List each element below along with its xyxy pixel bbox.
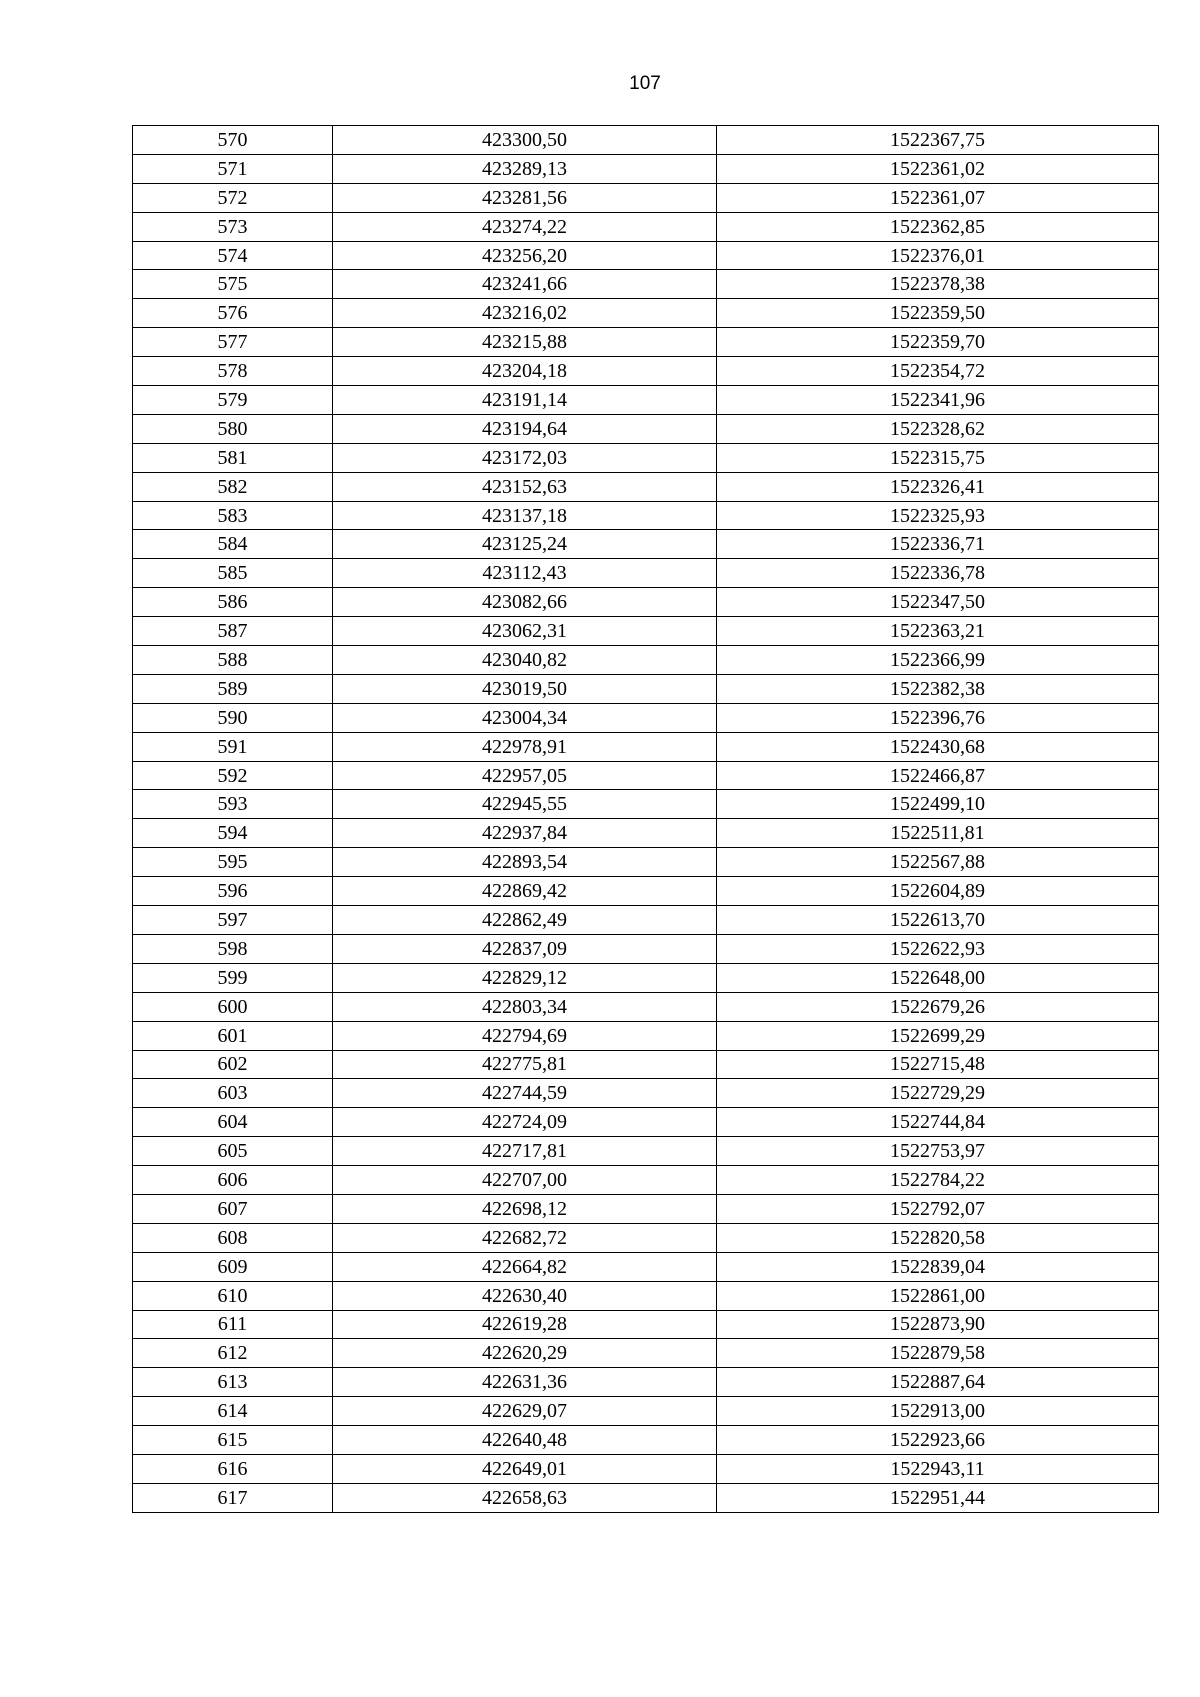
- point-number-cell: 609: [133, 1252, 333, 1281]
- y-coordinate-cell: 1522744,84: [717, 1108, 1159, 1137]
- table-row: [133, 1194, 1159, 1223]
- table-row: [133, 992, 1159, 1021]
- y-coordinate-cell: 1522622,93: [717, 934, 1159, 963]
- point-number-cell: 600: [133, 992, 333, 1021]
- point-number-cell: 577: [133, 328, 333, 357]
- table-row: [133, 1310, 1159, 1339]
- y-coordinate-cell: 1522354,72: [717, 357, 1159, 386]
- y-coordinate-cell: 1522361,02: [717, 154, 1159, 183]
- point-number-cell: 612: [133, 1339, 333, 1368]
- y-coordinate-cell: 1522378,38: [717, 270, 1159, 299]
- y-coordinate-cell: 1522325,93: [717, 501, 1159, 530]
- table-row: [133, 1368, 1159, 1397]
- y-coordinate-cell: 1522887,64: [717, 1368, 1159, 1397]
- y-coordinate-cell: 1522951,44: [717, 1483, 1159, 1512]
- x-coordinate-cell: 423172,03: [333, 443, 717, 472]
- x-coordinate-cell: 422640,48: [333, 1426, 717, 1455]
- table-row: [133, 212, 1159, 241]
- x-coordinate-cell: 423281,56: [333, 183, 717, 212]
- point-number-cell: 595: [133, 848, 333, 877]
- x-coordinate-cell: 422937,84: [333, 819, 717, 848]
- x-coordinate-cell: 422707,00: [333, 1166, 717, 1195]
- y-coordinate-cell: 1522363,21: [717, 617, 1159, 646]
- y-coordinate-cell: 1522699,29: [717, 1021, 1159, 1050]
- y-coordinate-cell: 1522753,97: [717, 1137, 1159, 1166]
- point-number-cell: 581: [133, 443, 333, 472]
- x-coordinate-cell: 422945,55: [333, 790, 717, 819]
- point-number-cell: 589: [133, 674, 333, 703]
- x-coordinate-cell: 423125,24: [333, 530, 717, 559]
- table-row: [133, 1426, 1159, 1455]
- point-number-cell: 611: [133, 1310, 333, 1339]
- table-row: [133, 588, 1159, 617]
- table-row: [133, 299, 1159, 328]
- y-coordinate-cell: 1522326,41: [717, 472, 1159, 501]
- y-coordinate-cell: 1522367,75: [717, 126, 1159, 155]
- point-number-cell: 598: [133, 934, 333, 963]
- x-coordinate-cell: 422794,69: [333, 1021, 717, 1050]
- y-coordinate-cell: 1522315,75: [717, 443, 1159, 472]
- y-coordinate-cell: 1522361,07: [717, 183, 1159, 212]
- table-row: [133, 559, 1159, 588]
- table-row: [133, 501, 1159, 530]
- table-row: [133, 1281, 1159, 1310]
- y-coordinate-cell: 1522604,89: [717, 877, 1159, 906]
- point-number-cell: 608: [133, 1223, 333, 1252]
- point-number-cell: 602: [133, 1050, 333, 1079]
- point-number-cell: 601: [133, 1021, 333, 1050]
- x-coordinate-cell: 422658,63: [333, 1483, 717, 1512]
- x-coordinate-cell: 423062,31: [333, 617, 717, 646]
- table-row: [133, 819, 1159, 848]
- point-number-cell: 615: [133, 1426, 333, 1455]
- x-coordinate-cell: 423204,18: [333, 357, 717, 386]
- point-number-cell: 575: [133, 270, 333, 299]
- point-number-cell: 606: [133, 1166, 333, 1195]
- point-number-cell: 593: [133, 790, 333, 819]
- point-number-cell: 610: [133, 1281, 333, 1310]
- x-coordinate-cell: 422957,05: [333, 761, 717, 790]
- y-coordinate-cell: 1522359,50: [717, 299, 1159, 328]
- x-coordinate-cell: 422630,40: [333, 1281, 717, 1310]
- point-number-cell: 578: [133, 357, 333, 386]
- x-coordinate-cell: 422649,01: [333, 1454, 717, 1483]
- table-row: [133, 1021, 1159, 1050]
- x-coordinate-cell: 422744,59: [333, 1079, 717, 1108]
- page-number: 107: [629, 73, 661, 94]
- point-number-cell: 616: [133, 1454, 333, 1483]
- x-coordinate-cell: 422717,81: [333, 1137, 717, 1166]
- table-row: [133, 646, 1159, 675]
- y-coordinate-cell: 1522328,62: [717, 414, 1159, 443]
- x-coordinate-cell: 422698,12: [333, 1194, 717, 1223]
- x-coordinate-cell: 422629,07: [333, 1397, 717, 1426]
- x-coordinate-cell: 423216,02: [333, 299, 717, 328]
- table-row: [133, 617, 1159, 646]
- table-row: [133, 414, 1159, 443]
- y-coordinate-cell: 1522648,00: [717, 963, 1159, 992]
- x-coordinate-cell: 422893,54: [333, 848, 717, 877]
- point-number-cell: 591: [133, 732, 333, 761]
- y-coordinate-cell: 1522873,90: [717, 1310, 1159, 1339]
- point-number-cell: 605: [133, 1137, 333, 1166]
- table-row: [133, 877, 1159, 906]
- x-coordinate-cell: 423019,50: [333, 674, 717, 703]
- table-row: [133, 963, 1159, 992]
- table-row: [133, 183, 1159, 212]
- y-coordinate-cell: 1522923,66: [717, 1426, 1159, 1455]
- table-row: [133, 1108, 1159, 1137]
- x-coordinate-cell: 422775,81: [333, 1050, 717, 1079]
- x-coordinate-cell: 423191,14: [333, 386, 717, 415]
- x-coordinate-cell: 422619,28: [333, 1310, 717, 1339]
- table-row: [133, 472, 1159, 501]
- point-number-cell: 603: [133, 1079, 333, 1108]
- point-number-cell: 584: [133, 530, 333, 559]
- y-coordinate-cell: 1522362,85: [717, 212, 1159, 241]
- y-coordinate-cell: 1522430,68: [717, 732, 1159, 761]
- table-row: [133, 1252, 1159, 1281]
- point-number-cell: 571: [133, 154, 333, 183]
- x-coordinate-cell: 422803,34: [333, 992, 717, 1021]
- table-row: [133, 154, 1159, 183]
- point-number-cell: 588: [133, 646, 333, 675]
- table-row: [133, 241, 1159, 270]
- table-row: [133, 703, 1159, 732]
- y-coordinate-cell: 1522729,29: [717, 1079, 1159, 1108]
- point-number-cell: 617: [133, 1483, 333, 1512]
- y-coordinate-cell: 1522679,26: [717, 992, 1159, 1021]
- point-number-cell: 613: [133, 1368, 333, 1397]
- table-row: [133, 1483, 1159, 1512]
- x-coordinate-cell: 423256,20: [333, 241, 717, 270]
- y-coordinate-cell: 1522784,22: [717, 1166, 1159, 1195]
- point-number-cell: 596: [133, 877, 333, 906]
- y-coordinate-cell: 1522792,07: [717, 1194, 1159, 1223]
- point-number-cell: 583: [133, 501, 333, 530]
- table-row: [133, 270, 1159, 299]
- table-row: [133, 1397, 1159, 1426]
- point-number-cell: 597: [133, 906, 333, 935]
- y-coordinate-cell: 1522382,38: [717, 674, 1159, 703]
- table-row: [133, 1137, 1159, 1166]
- point-number-cell: 586: [133, 588, 333, 617]
- y-coordinate-cell: 1522567,88: [717, 848, 1159, 877]
- table-row: [133, 848, 1159, 877]
- point-number-cell: 604: [133, 1108, 333, 1137]
- x-coordinate-cell: 423194,64: [333, 414, 717, 443]
- y-coordinate-cell: 1522943,11: [717, 1454, 1159, 1483]
- y-coordinate-cell: 1522613,70: [717, 906, 1159, 935]
- table-row: [133, 1166, 1159, 1195]
- y-coordinate-cell: 1522336,71: [717, 530, 1159, 559]
- table-row: [133, 443, 1159, 472]
- y-coordinate-cell: 1522511,81: [717, 819, 1159, 848]
- y-coordinate-cell: 1522839,04: [717, 1252, 1159, 1281]
- y-coordinate-cell: 1522861,00: [717, 1281, 1159, 1310]
- table-row: [133, 386, 1159, 415]
- point-number-cell: 572: [133, 183, 333, 212]
- x-coordinate-cell: 423112,43: [333, 559, 717, 588]
- table-row: [133, 790, 1159, 819]
- y-coordinate-cell: 1522359,70: [717, 328, 1159, 357]
- y-coordinate-cell: 1522347,50: [717, 588, 1159, 617]
- table-row: [133, 530, 1159, 559]
- point-number-cell: 594: [133, 819, 333, 848]
- x-coordinate-cell: 423300,50: [333, 126, 717, 155]
- point-number-cell: 587: [133, 617, 333, 646]
- x-coordinate-cell: 423082,66: [333, 588, 717, 617]
- point-number-cell: 590: [133, 703, 333, 732]
- x-coordinate-cell: 422862,49: [333, 906, 717, 935]
- point-number-cell: 585: [133, 559, 333, 588]
- x-coordinate-cell: 423289,13: [333, 154, 717, 183]
- y-coordinate-cell: 1522913,00: [717, 1397, 1159, 1426]
- y-coordinate-cell: 1522341,96: [717, 386, 1159, 415]
- x-coordinate-cell: 423040,82: [333, 646, 717, 675]
- y-coordinate-cell: 1522499,10: [717, 790, 1159, 819]
- x-coordinate-cell: 423004,34: [333, 703, 717, 732]
- point-number-cell: 579: [133, 386, 333, 415]
- table-row: [133, 328, 1159, 357]
- x-coordinate-cell: 423137,18: [333, 501, 717, 530]
- table-row: [133, 761, 1159, 790]
- y-coordinate-cell: 1522366,99: [717, 646, 1159, 675]
- x-coordinate-cell: 422837,09: [333, 934, 717, 963]
- table-row: [133, 1079, 1159, 1108]
- point-number-cell: 576: [133, 299, 333, 328]
- table-row: [133, 1223, 1159, 1252]
- y-coordinate-cell: 1522879,58: [717, 1339, 1159, 1368]
- point-number-cell: 570: [133, 126, 333, 155]
- y-coordinate-cell: 1522396,76: [717, 703, 1159, 732]
- table-row: [133, 126, 1159, 155]
- table-row: [133, 732, 1159, 761]
- x-coordinate-cell: 422869,42: [333, 877, 717, 906]
- x-coordinate-cell: 423152,63: [333, 472, 717, 501]
- point-number-cell: 573: [133, 212, 333, 241]
- x-coordinate-cell: 423241,66: [333, 270, 717, 299]
- y-coordinate-cell: 1522336,78: [717, 559, 1159, 588]
- point-number-cell: 592: [133, 761, 333, 790]
- point-number-cell: 614: [133, 1397, 333, 1426]
- point-number-cell: 580: [133, 414, 333, 443]
- point-number-cell: 599: [133, 963, 333, 992]
- point-number-cell: 607: [133, 1194, 333, 1223]
- y-coordinate-cell: 1522466,87: [717, 761, 1159, 790]
- y-coordinate-cell: 1522820,58: [717, 1223, 1159, 1252]
- point-number-cell: 582: [133, 472, 333, 501]
- x-coordinate-cell: 422682,72: [333, 1223, 717, 1252]
- coordinates-table-body: [133, 126, 1159, 1513]
- table-row: [133, 674, 1159, 703]
- x-coordinate-cell: 422829,12: [333, 963, 717, 992]
- x-coordinate-cell: 422978,91: [333, 732, 717, 761]
- y-coordinate-cell: 1522376,01: [717, 241, 1159, 270]
- x-coordinate-cell: 422631,36: [333, 1368, 717, 1397]
- table-row: [133, 1454, 1159, 1483]
- table-row: [133, 1050, 1159, 1079]
- table-row: [133, 1339, 1159, 1368]
- table-row: [133, 934, 1159, 963]
- y-coordinate-cell: 1522715,48: [717, 1050, 1159, 1079]
- table-row: [133, 906, 1159, 935]
- x-coordinate-cell: 422724,09: [333, 1108, 717, 1137]
- x-coordinate-cell: 423274,22: [333, 212, 717, 241]
- table-row: [133, 357, 1159, 386]
- x-coordinate-cell: 422664,82: [333, 1252, 717, 1281]
- coordinates-table: [132, 125, 1159, 1513]
- x-coordinate-cell: 423215,88: [333, 328, 717, 357]
- point-number-cell: 574: [133, 241, 333, 270]
- x-coordinate-cell: 422620,29: [333, 1339, 717, 1368]
